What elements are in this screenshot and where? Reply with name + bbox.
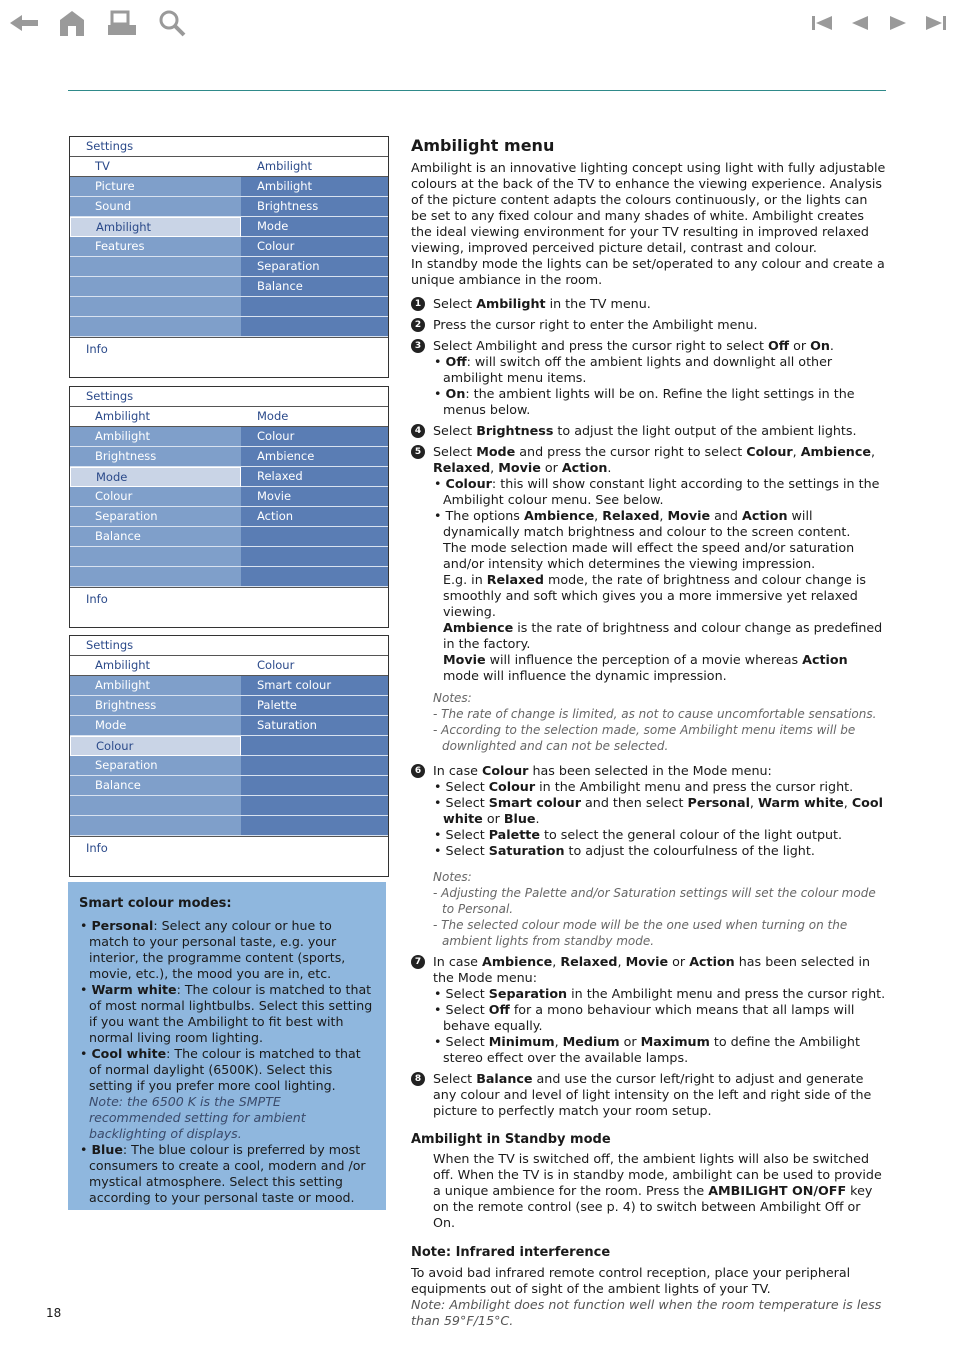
menu-item-left[interactable] bbox=[70, 277, 241, 297]
menu-item-right[interactable] bbox=[241, 796, 388, 816]
menu-info: Info bbox=[70, 587, 388, 627]
menu-item-right[interactable]: Mode bbox=[241, 217, 388, 237]
previous-page-icon[interactable] bbox=[852, 16, 868, 30]
main-column bbox=[411, 138, 886, 1329]
nav-left bbox=[8, 8, 193, 42]
menu-row bbox=[70, 297, 388, 317]
list-item: • Select Colour in the Ambilight menu and press the cursor right. bbox=[434, 779, 854, 794]
list-item: • Off: will switch off the ambient lights and downlight all other ambilight menu items. bbox=[434, 354, 833, 385]
infrared-note: Note: Ambilight does not function well when the room temperature is less than 59°F/15°C. bbox=[411, 1297, 882, 1328]
step-number: 5 bbox=[411, 445, 425, 459]
menu-panel-ambilight-colour bbox=[69, 635, 389, 877]
menu-row bbox=[70, 177, 388, 197]
menu-row bbox=[70, 776, 388, 796]
step-number: 1 bbox=[411, 297, 425, 311]
menu-info: Info bbox=[70, 337, 388, 377]
menu-item-left[interactable]: Ambilight bbox=[70, 427, 241, 447]
menu-row bbox=[70, 447, 388, 467]
list-item: • On: the ambient lights will be on. Refine the light settings in the menus below. bbox=[434, 386, 855, 417]
menu-item-left[interactable]: Features bbox=[70, 237, 241, 257]
menu-row bbox=[70, 676, 388, 696]
first-page-icon[interactable] bbox=[812, 16, 832, 30]
menu-panel-tv bbox=[69, 136, 389, 378]
menu-path-right: Ambilight bbox=[257, 159, 313, 173]
menu-item-left[interactable]: Mode bbox=[70, 716, 241, 736]
menu-row bbox=[70, 716, 388, 736]
menu-header: Settings bbox=[70, 137, 388, 157]
smart-colour-list bbox=[79, 918, 374, 1206]
smart-colour-box bbox=[68, 882, 386, 1210]
menu-item-right[interactable] bbox=[241, 317, 388, 337]
menu-row bbox=[70, 217, 388, 237]
step-number: 6 bbox=[411, 764, 425, 778]
list-item: • Select Off for a mono behaviour which means that all lamps will behave equally. bbox=[434, 1002, 855, 1033]
cool-white-note: Note: the 6500 K is the SMPTE recommended setting for ambient backlighting of displays. bbox=[89, 1094, 306, 1141]
infrared-heading: Note: Infrared interference bbox=[411, 1245, 611, 1260]
notes-colour: Notes: - Adjusting the Palette and/or Saturation settings will set the colour mode to Personal. - The selected colour mode will be the one used when turning on the ambient lights from standby mode. bbox=[433, 870, 876, 948]
intro-paragraph: Ambilight is an innovative lighting concept using light with fully adjustable colours at the back of the TV to enhance the viewing experience. Analysis of the picture content adapts the colours continuously, or the lights can be set to any fixed colour and many shades of white. Ambilight creates the ideal viewing environment for your TV resulting in improved relaxed viewing, improved perceived picture detail, contrast and colour. bbox=[411, 160, 886, 255]
back-arrow-icon[interactable] bbox=[10, 15, 38, 31]
menu-row bbox=[70, 317, 388, 337]
menu-row bbox=[70, 527, 388, 547]
list-item: • Blue: The blue colour is preferred by most consumers to create a cool, modern and /or mystical atmosphere. Select this setting according to your personal taste or mood. bbox=[80, 1142, 366, 1205]
menu-info: Info bbox=[70, 836, 388, 876]
menu-row bbox=[70, 736, 388, 756]
menu-row bbox=[70, 427, 388, 447]
nav-right bbox=[806, 8, 951, 42]
menu-item-left[interactable]: Sound bbox=[70, 197, 241, 217]
menu-path-left: TV bbox=[95, 159, 110, 173]
menu-item-right[interactable] bbox=[241, 297, 388, 317]
menu-row bbox=[70, 257, 388, 277]
infrared-paragraph: To avoid bad infrared remote control reception, place your peripheral equipments out of sight of the ambient lights of your TV. bbox=[411, 1265, 851, 1296]
menu-item-right[interactable]: Palette bbox=[241, 696, 388, 716]
page-number: 18 bbox=[46, 1306, 62, 1320]
next-page-icon[interactable] bbox=[890, 16, 906, 30]
list-item: • Select Minimum, Medium or Maximum to define the Ambilight stereo effect over the available lamps. bbox=[434, 1034, 860, 1065]
list-item: • Warm white: The colour is matched to that of most normal lightbulbs. Select this setting if you want the Ambilight to fit best with normal living room lighting. bbox=[80, 982, 373, 1045]
menu-rows bbox=[70, 676, 388, 836]
menu-panel-ambilight-mode bbox=[69, 386, 389, 628]
step-number: 4 bbox=[411, 424, 425, 438]
step-number: 3 bbox=[411, 339, 425, 353]
step-number: 7 bbox=[411, 955, 425, 969]
step-5: 5 Select Mode and press the cursor right to select Colour, Ambience, Relaxed, Movie or Action. • Colour: this will show constant light according to the settings in the Ambilight colour menu. See below. • The options Ambience, Relaxed, Movie and Action will dynamically match brightness and colour to the screen content. The mode selection made will effect the speed and/or saturation and/or intensity which determines the viewing impression. E.g. in Relaxed mode, the rate of brightness and colour change is smoothly and soft which gives you a more immersive yet relaxed viewing. Ambience is the rate of brightness and colour change as predefined in the factory. Movie will influence the perception of a movie whereas Action mode will influence the dynamic impression. bbox=[411, 444, 886, 684]
menu-row bbox=[70, 507, 388, 527]
menu-item-right[interactable] bbox=[241, 756, 388, 776]
menu-item-left[interactable] bbox=[70, 796, 241, 816]
menu-row bbox=[70, 237, 388, 257]
menu-rows bbox=[70, 427, 388, 587]
step-7: 7 In case Ambience, Relaxed, Movie or Action has been selected in the Mode menu: • Select Separation in the Ambilight menu and press the cursor right. • Select Off for a mono behaviour which means that all lamps will behave equally. • Select Minimum, Medium or Maximum to define the Ambilight stereo effect over the available lamps. bbox=[411, 954, 886, 1066]
menu-row bbox=[70, 277, 388, 297]
step-2: 2 Press the cursor right to enter the Ambilight menu. bbox=[411, 317, 886, 333]
menu-item-left[interactable]: Balance bbox=[70, 527, 241, 547]
home-icon[interactable] bbox=[60, 11, 84, 36]
step-6: 6 In case Colour has been selected in the Mode menu: • Select Colour in the Ambilight menu and press the cursor right. • Select Smart colour and then select Personal, Warm white, Cool white or Blue. • Select Palette to select the general colour of the light output. • Select Saturation to adjust the colourfulness of the light. bbox=[411, 763, 886, 859]
menu-item-left[interactable]: Mode bbox=[70, 467, 241, 487]
menu-path-left: Ambilight bbox=[95, 658, 151, 672]
intro-standby: In standby mode the lights can be set/operated to any colour and create a unique ambiance in the room. bbox=[411, 256, 885, 287]
search-icon[interactable] bbox=[161, 12, 184, 35]
menu-item-right[interactable]: Colour bbox=[241, 237, 388, 257]
menu-row bbox=[70, 467, 388, 487]
menu-path-right: Mode bbox=[257, 409, 289, 423]
menu-header: Settings bbox=[70, 387, 388, 407]
menu-item-left[interactable]: Colour bbox=[70, 736, 241, 756]
menu-item-right[interactable] bbox=[241, 527, 388, 547]
page-title: Ambilight menu bbox=[411, 136, 555, 155]
menu-item-left[interactable]: Brightness bbox=[70, 447, 241, 467]
step-1: 1 Select Ambilight in the TV menu. bbox=[411, 296, 886, 312]
notes-mode: Notes: - The rate of change is limited, as not to cause uncomfortable sensations. - According to the selection made, some Ambilight menu items will be downlighted and can not be selected. bbox=[433, 691, 877, 753]
menu-item-left[interactable] bbox=[70, 816, 241, 836]
menu-item-left[interactable]: Colour bbox=[70, 487, 241, 507]
menu-path-right: Colour bbox=[257, 658, 295, 672]
menu-item-right[interactable]: Saturation bbox=[241, 716, 388, 736]
menu-item-right[interactable]: Separation bbox=[241, 257, 388, 277]
menu-item-right[interactable]: Brightness bbox=[241, 197, 388, 217]
standby-paragraph: When the TV is switched off, the ambient lights will also be switched off. When the TV is in standby mode, ambilight can be used to provide a unique ambience for the room. Press the AMBILIGHT ON/OFF key on the remote control (see p. 4) to switch between Ambilight Off or On. bbox=[433, 1151, 882, 1230]
menu-item-left[interactable] bbox=[70, 297, 241, 317]
menu-header: Settings bbox=[70, 636, 388, 656]
menu-item-right[interactable]: Movie bbox=[241, 487, 388, 507]
menu-item-left[interactable]: Ambilight bbox=[70, 676, 241, 696]
menu-item-right[interactable]: Ambilight bbox=[241, 177, 388, 197]
print-icon[interactable] bbox=[108, 12, 136, 35]
step-number: 2 bbox=[411, 318, 425, 332]
list-item: • Cool white: The colour is matched to that of normal daylight (6500K). Select this setting if you prefer more cool lighting. Note: the 6500 K is the SMPTE recommended setting for ambient backlighting of displays. bbox=[79, 1046, 374, 1142]
menu-row bbox=[70, 816, 388, 836]
step-8: 8 Select Balance and use the cursor left/right to adjust and generate any colour and level of light intensity on the left and right side of the picture to perfectly match your room setup. bbox=[411, 1071, 886, 1119]
list-item: • Colour: this will show constant light according to the settings in the Ambilight colour menu. See below. bbox=[434, 476, 880, 507]
menu-row bbox=[70, 696, 388, 716]
list-item: • Select Separation in the Ambilight menu and press the cursor right. bbox=[434, 986, 886, 1001]
menu-item-right[interactable] bbox=[241, 736, 388, 756]
step-4: 4 Select Brightness to adjust the light output of the ambient lights. bbox=[411, 423, 886, 439]
menu-item-right[interactable]: Action bbox=[241, 507, 388, 527]
menu-row bbox=[70, 796, 388, 816]
menu-item-right[interactable]: Smart colour bbox=[241, 676, 388, 696]
list-item: • Select Palette to select the general colour of the light output. bbox=[434, 827, 843, 842]
menu-rows bbox=[70, 177, 388, 337]
list-item: • Select Saturation to adjust the colourfulness of the light. bbox=[434, 843, 815, 858]
header-rule bbox=[68, 90, 886, 91]
menu-item-right[interactable] bbox=[241, 776, 388, 796]
last-page-icon[interactable] bbox=[926, 16, 946, 30]
menu-item-left[interactable] bbox=[70, 567, 241, 587]
menu-breadcrumb bbox=[70, 656, 388, 676]
menu-item-left[interactable]: Separation bbox=[70, 507, 241, 527]
list-item: • Personal: Select any colour or hue to match to your personal taste, e.g. your interior, the programme content (sports, movie, etc.), the mood you are in, etc. bbox=[80, 918, 346, 981]
menu-breadcrumb bbox=[70, 407, 388, 427]
menu-row bbox=[70, 756, 388, 776]
menu-breadcrumb bbox=[70, 157, 388, 177]
menu-item-right[interactable] bbox=[241, 567, 388, 587]
list-item: • The options Ambience, Relaxed, Movie and Action will dynamically match brightness and colour to the screen content. bbox=[434, 508, 851, 539]
menu-item-left[interactable] bbox=[70, 547, 241, 567]
standby-heading: Ambilight in Standby mode bbox=[411, 1132, 611, 1147]
menu-row bbox=[70, 487, 388, 507]
menu-row bbox=[70, 567, 388, 587]
menu-item-right[interactable] bbox=[241, 816, 388, 836]
menu-item-left[interactable] bbox=[70, 257, 241, 277]
list-item: • Select Smart colour and then select Personal, Warm white, Cool white or Blue. bbox=[434, 795, 883, 826]
menu-row bbox=[70, 197, 388, 217]
menu-item-right[interactable]: Balance bbox=[241, 277, 388, 297]
menu-row bbox=[70, 547, 388, 567]
menu-path-left: Ambilight bbox=[95, 409, 151, 423]
menu-item-left[interactable]: Ambilight bbox=[70, 217, 241, 237]
menu-item-right[interactable] bbox=[241, 547, 388, 567]
menu-item-right[interactable]: Colour bbox=[241, 427, 388, 447]
menu-item-left[interactable]: Separation bbox=[70, 756, 241, 776]
menu-item-left[interactable] bbox=[70, 317, 241, 337]
menu-item-right[interactable]: Relaxed bbox=[241, 467, 388, 487]
menu-item-left[interactable]: Brightness bbox=[70, 696, 241, 716]
smart-colour-title: Smart colour modes: bbox=[79, 896, 232, 911]
menu-item-left[interactable]: Balance bbox=[70, 776, 241, 796]
menu-item-left[interactable]: Picture bbox=[70, 177, 241, 197]
step-3: 3 Select Ambilight and press the cursor right to select Off or On. • Off: will switch off the ambient lights and downlight all other ambilight menu items. • On: the ambient lights will be on. Refine the light settings in the menus below. bbox=[411, 338, 886, 418]
step-number: 8 bbox=[411, 1072, 425, 1086]
menu-item-right[interactable]: Ambience bbox=[241, 447, 388, 467]
